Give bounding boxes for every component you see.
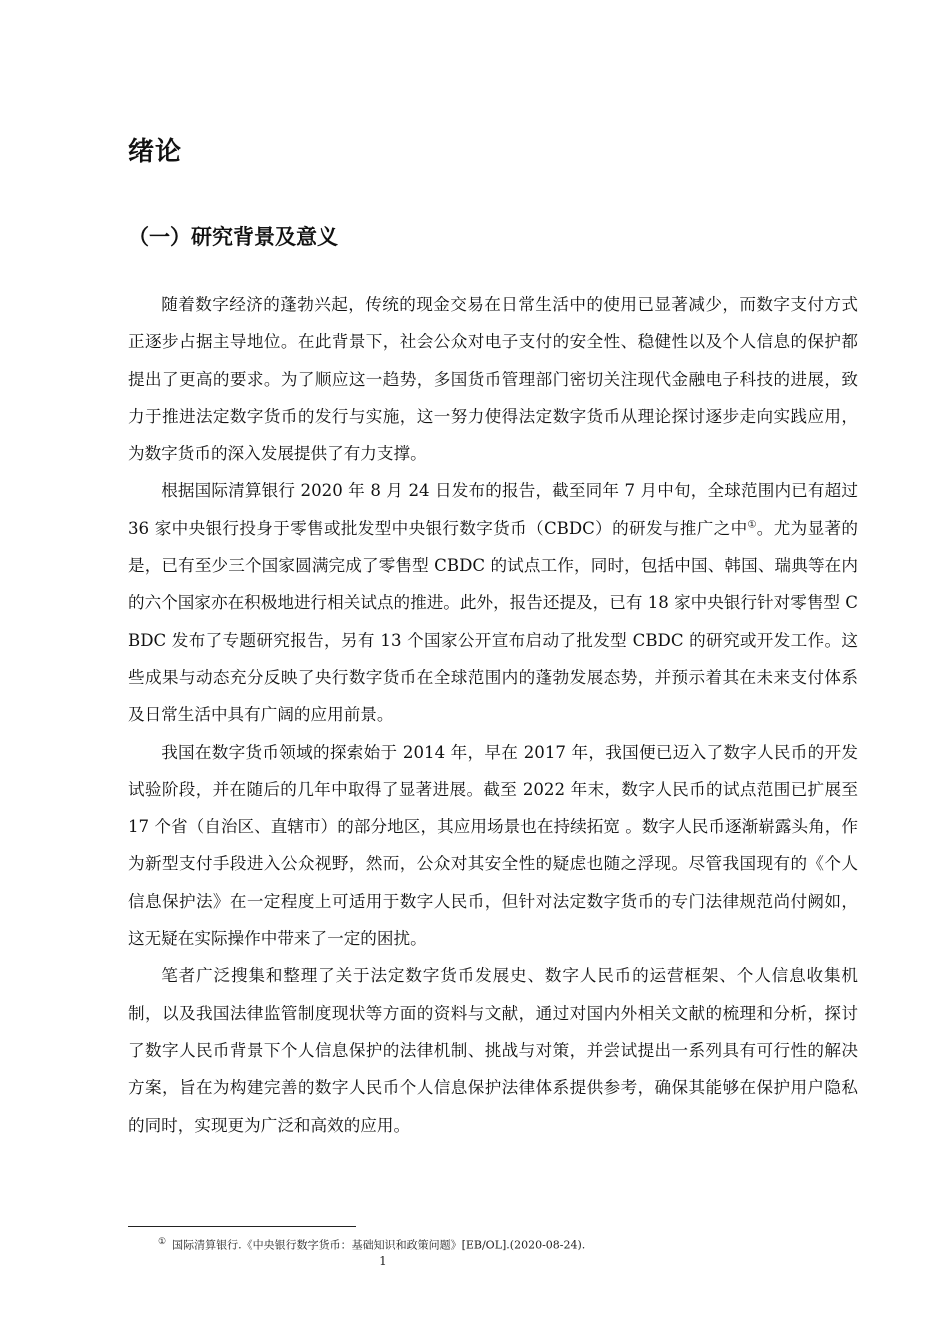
paragraph-2-before: 根据国际清算银行 2020 年 8 月 24 日发布的报告，截至同年 7 月中旬，全球范围内已有超过 36 家中央银行投身于零售或批发型中央银行数字货币（CBDC）的研发与推广之中 bbox=[128, 481, 858, 538]
section-title: （一）研究背景及意义 bbox=[128, 225, 338, 249]
paragraph-2 bbox=[128, 472, 858, 733]
page-number: 1 bbox=[379, 1254, 387, 1268]
paragraph-2-after: 。尤为显著的是，已有至少三个国家圆满完成了零售型 CBDC 的试点工作，同时，包括中国、韩国、瑞典等在内的六个国家亦在积极地进行相关试点的推进。此外，报告还提及，已有 18 家中央银行针对零售型 CBDC 发布了专题研究报告，另有 13 个国家公开宣布启动了批发型 CBDC 的研究或开发工作。这些成果与动态充分反映了央行数字货币在全球范围内的蓬勃发展态势，并预示着其在未来支付体系及日常生活中具有广阔的应用前景。 bbox=[128, 518, 859, 725]
paragraph-4: 笔者广泛搜集和整理了关于法定数字货币发展史、数字人民币的运营框架、个人信息收集机制，以及我国法律监管制度现状等方面的资料与文献，通过对国内外相关文献的梳理和分析，探讨了数字人民币背景下个人信息保护的法律机制、挑战与对策，并尝试提出一系列具有可行性的解决方案，旨在为构建完善的数字人民币个人信息保护法律体系提供参考，确保其能够在保护用户隐私的同时，实现更为广泛和高效的应用。 bbox=[128, 966, 858, 1135]
body-text bbox=[128, 286, 858, 1144]
footnote-reference[interactable]: ① bbox=[747, 519, 757, 531]
paragraph-3: 我国在数字货币领域的探索始于 2014 年，早在 2017 年，我国便已迈入了数字人民币的开发试验阶段，并在随后的几年中取得了显著进展。截至 2022 年末，数字人民币的试点范围已扩展至 17 个省（自治区、直辖市）的部分地区，其应用场景也在持续拓宽 。数字人民币逐渐崭露头角，作为新型支付手段进入公众视野，然而，公众对其安全性的疑虑也随之浮现。尽管我国现有的《个人信息保护法》在一定程度上可适用于数字人民币，但针对法定数字货币的专门法律规范尚付阙如，这无疑在实际操作中带来了一定的困扰。 bbox=[128, 742, 858, 949]
footnote-text: 国际清算银行.《中央银行数字货币：基础知识和政策问题》[EB/OL].(2020-08-24). bbox=[172, 1238, 586, 1252]
chapter-heading: 绪论 bbox=[128, 137, 183, 167]
footnote-mark: ① bbox=[158, 1237, 167, 1247]
footnote-divider bbox=[128, 1226, 356, 1227]
paragraph-1: 随着数字经济的蓬勃兴起，传统的现金交易在日常生活中的使用已显著减少，而数字支付方式正逐步占据主导地位。在此背景下，社会公众对电子支付的安全性、稳健性以及个人信息的保护都提出了更高的要求。为了顺应这一趋势，多国货币管理部门密切关注现代金融电子科技的进展，致力于推进法定数字货币的发行与实施，这一努力使得法定数字货币从理论探讨逐步走向实践应用，为数字货币的深入发展提供了有力支撑。 bbox=[128, 295, 858, 464]
